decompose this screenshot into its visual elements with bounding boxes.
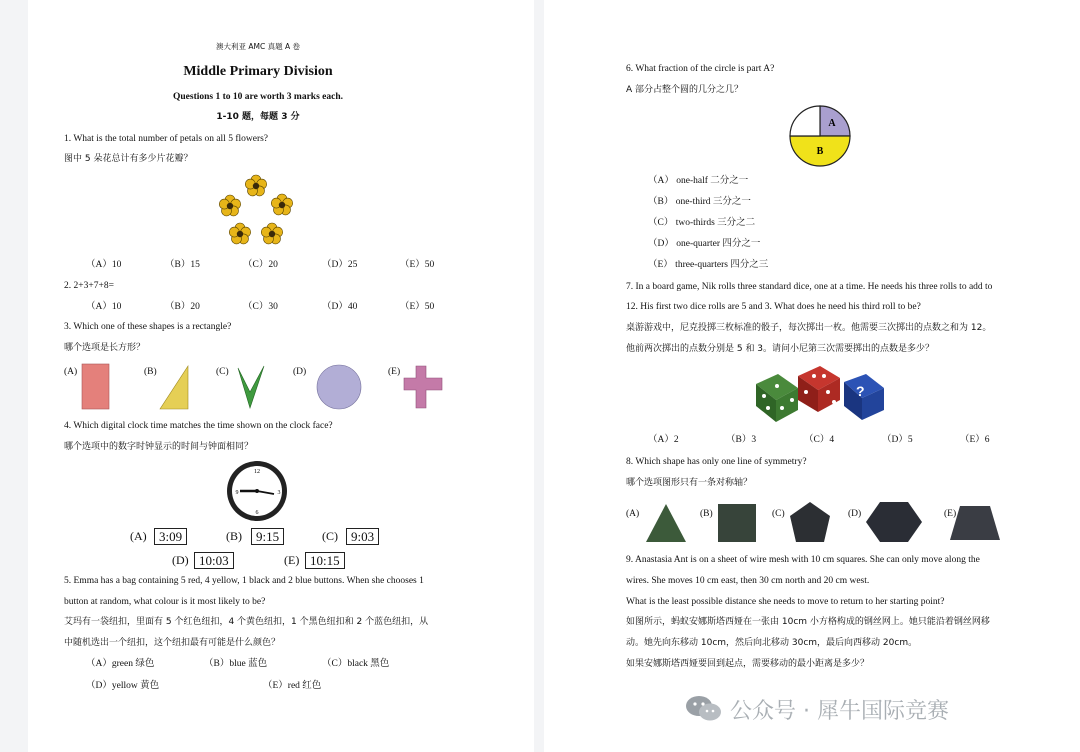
svg-text:9: 9	[235, 490, 239, 496]
right-page	[544, 0, 1080, 752]
pie-figure	[788, 104, 852, 168]
q1-option-e[interactable]: （E）50	[400, 260, 435, 270]
q3-label-a: (A)	[64, 367, 78, 377]
q8-label-b: (B)	[700, 509, 713, 519]
svg-text:3: 3	[277, 490, 281, 496]
rectangle-shape	[82, 364, 109, 409]
trapezoid-shape	[950, 506, 1000, 540]
q9-text-1: 9. Anastasia Ant is on a sheet of wire mesh with 10 cm squares. She can only move along the	[626, 555, 980, 565]
q1-option-c[interactable]: （C）20	[243, 260, 278, 270]
q7-text-zh-2: 他前两次掷出的点数分别是 5 和 3。请问小尼第三次需要掷出的点数是多少？	[626, 344, 935, 354]
q5-text-zh-1: 艾玛有一袋纽扣，里面有 5 个红色纽扣，4 个黄色纽扣，1 个黑色纽扣和 2 个蓝色纽扣，从	[64, 617, 429, 627]
q8-text: 8. Which shape has only one line of symmetry?	[626, 457, 807, 467]
cross-shape	[404, 366, 442, 408]
q4-label-e: (E)	[284, 553, 300, 567]
circle-shape	[317, 365, 361, 409]
q9-text-3: What is the least possible distance she needs to move to return to her starting point?	[626, 597, 945, 607]
q8-label-c: (C)	[772, 509, 785, 519]
q6-option-d[interactable]: （D） one-quarter 四分之一	[648, 239, 761, 249]
hexagon-shape	[866, 502, 922, 542]
q1-option-d[interactable]: （D）25	[322, 260, 358, 270]
q7-option-d[interactable]: （D）5	[882, 435, 913, 445]
arrowhead-shape	[238, 366, 264, 408]
q2-option-e[interactable]: （E）50	[400, 302, 435, 312]
q5-option-e[interactable]: （E）red 红色	[263, 681, 322, 691]
triangle-shape	[160, 366, 188, 409]
q1-text: 1. What is the total number of petals on all 5 flowers?	[64, 134, 269, 144]
blue-die-icon	[844, 374, 884, 420]
subtitle-zh: 1-10 题，每题 3 分	[216, 112, 300, 122]
pie-part-blank	[790, 106, 820, 136]
q7-option-a[interactable]: （A）2	[648, 435, 679, 445]
q4-text-zh: 哪个选项中的数字时钟显示的时间与钟面相同？	[64, 442, 254, 452]
digital-clock-d[interactable]: 10:03	[194, 552, 234, 569]
pie-label-b: B	[816, 146, 824, 157]
q4-label-b: (B)	[226, 529, 242, 543]
q5-text-2: button at random, what colour is it most likely to be?	[64, 597, 266, 607]
digital-clock-b[interactable]: 9:15	[251, 528, 284, 545]
pie-label-a: A	[828, 118, 836, 129]
q3-label-b: (B)	[144, 367, 157, 377]
q3-label-e: (E)	[388, 367, 401, 377]
question-mark-icon: ?	[856, 383, 865, 399]
q8-shapes	[640, 498, 1024, 546]
svg-text:12: 12	[254, 469, 260, 475]
header-small: 澳大利亚 AMC 真题 A 卷	[215, 42, 300, 51]
pentagon-shape	[790, 502, 830, 542]
q7-text-1: 7. In a board game, Nik rolls three standard dice, one at a time. He needs his three rolls to add to	[626, 282, 993, 292]
q2-option-a[interactable]: （A）10	[86, 302, 122, 312]
q3-label-c: (C)	[216, 367, 229, 377]
q1-text-zh: 图中 5 朵花总计有多少片花瓣？	[64, 154, 193, 164]
q5-text-zh-2: 中随机选出一个纽扣，这个纽扣最有可能是什么颜色？	[64, 638, 281, 648]
q7-option-e[interactable]: （E）6	[960, 435, 990, 445]
svg-text:6: 6	[255, 510, 259, 516]
flower-icon	[229, 223, 250, 244]
q6-text-zh: A 部分占整个圆的几分之几？	[626, 85, 744, 95]
q3-text-zh: 哪个选项是长方形？	[64, 343, 146, 353]
red-die-icon	[798, 366, 840, 412]
q7-option-b[interactable]: （B）3	[726, 435, 757, 445]
digital-clock-e[interactable]: 10:15	[305, 552, 345, 569]
q6-text: 6. What fraction of the circle is part A?	[626, 64, 775, 74]
q6-option-b[interactable]: （B） one-third 三分之一	[648, 197, 751, 207]
q4-text: 4. Which digital clock time matches the time shown on the clock face?	[64, 421, 333, 431]
q6-option-c[interactable]: （C） two-thirds 三分之二	[648, 218, 756, 228]
q4-label-a: (A)	[130, 529, 147, 543]
green-die-icon	[756, 374, 798, 422]
flower-icon	[245, 175, 266, 196]
q2-option-b[interactable]: （B）20	[165, 302, 200, 312]
q8-label-d: (D)	[848, 509, 862, 519]
subtitle: Questions 1 to 10 are worth 3 marks each.	[172, 92, 344, 102]
q3-label-d: (D)	[293, 367, 307, 377]
q4-label-c: (C)	[322, 529, 338, 543]
flowers-figure	[214, 172, 298, 250]
q3-shapes	[78, 362, 448, 412]
q3-text: 3. Which one of these shapes is a rectangle?	[64, 322, 232, 332]
clock-face-icon	[222, 459, 292, 523]
flower-icon	[261, 223, 282, 244]
q9-text-zh-2: 动。她先向东移动 10cm，然后向北移动 30cm，最后向西移动 20cm。	[626, 638, 918, 648]
watermark-text: 公众号 · 犀牛国际竞赛	[730, 699, 949, 724]
digital-clock-c[interactable]: 9:03	[346, 528, 379, 545]
q6-option-a[interactable]: （A） one-half 二分之一	[648, 176, 749, 186]
q8-label-a: (A)	[626, 509, 640, 519]
q5-text-1: 5. Emma has a bag containing 5 red, 4 yellow, 1 black and 2 blue buttons. When she chooses 1	[64, 576, 424, 586]
q2-text: 2. 2+3+7+8=	[64, 281, 114, 291]
q8-text-zh: 哪个选项图形只有一条对称轴？	[626, 478, 753, 488]
left-page	[28, 0, 534, 752]
q9-text-2: wires. She moves 10 cm east, then 30 cm north and 20 cm west.	[626, 576, 870, 586]
q2-option-c[interactable]: （C）30	[243, 302, 278, 312]
q5-option-a[interactable]: （A）green 绿色	[86, 659, 155, 669]
q7-text-2: 12. His first two dice rolls are 5 and 3. What does he need his third roll to be?	[626, 302, 921, 312]
digital-clock-a[interactable]: 3:09	[154, 528, 187, 545]
q6-option-e[interactable]: （E） three-quarters 四分之三	[648, 260, 769, 270]
page-title: Middle Primary Division	[183, 64, 333, 79]
q9-text-zh-3: 如果安娜斯塔西娅要回到起点，需要移动的最小距离是多少？	[626, 659, 870, 669]
wechat-icon	[684, 692, 724, 724]
q4-label-d: (D)	[172, 553, 189, 567]
q5-option-d[interactable]: （D）yellow 黄色	[86, 681, 160, 691]
q8-label-e: (E)	[944, 509, 957, 519]
q9-text-zh-1: 如图所示，蚂蚁安娜斯塔西娅在一张由 10cm 小方格构成的钢丝网上。她只能沿着钢丝网移	[626, 617, 990, 627]
q5-option-b[interactable]: （B）blue 蓝色	[204, 659, 268, 669]
q5-option-c[interactable]: （C）black 黑色	[322, 659, 390, 669]
triangle-shape	[646, 504, 686, 542]
q7-option-c[interactable]: （C）4	[804, 435, 835, 445]
q1-option-b[interactable]: （B）15	[165, 260, 200, 270]
flower-icon	[271, 194, 292, 215]
square-shape	[718, 504, 756, 542]
q2-option-d[interactable]: （D）40	[322, 302, 358, 312]
dice-figure	[752, 362, 888, 426]
q7-text-zh-1: 桌游游戏中，尼克投掷三枚标准的骰子，每次掷出一枚。他需要三次掷出的点数之和为 12。	[626, 323, 992, 333]
flower-icon	[219, 195, 240, 216]
q1-option-a[interactable]: （A）10	[86, 260, 122, 270]
